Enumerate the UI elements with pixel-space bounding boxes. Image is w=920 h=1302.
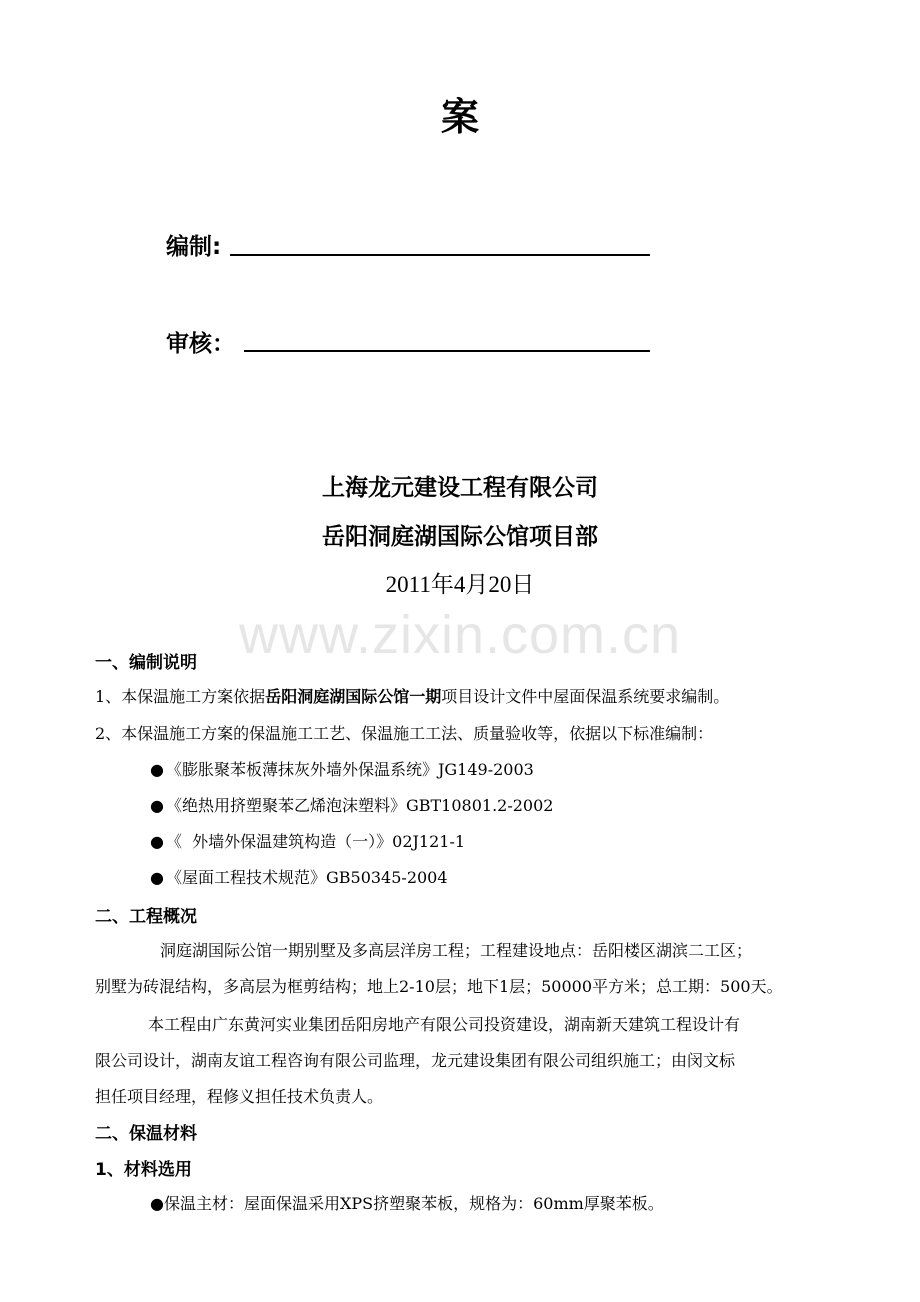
standard-text: 《膨胀聚苯板薄抹灰外墙外保温系统》JG149-2003 <box>165 760 534 779</box>
bullet-icon: ● <box>150 796 164 815</box>
compile-note-item-2: 2、本保温施工方案的保温施工工艺、保温施工工法、质量验收等，依据以下标准编制： <box>95 724 714 743</box>
item1-suffix: 项目设计文件中屋面保温系统要求编制。 <box>441 687 730 706</box>
material-selection-line: ●保温主材：屋面保温采用XPS挤塑聚苯板，规格为：60mm厚聚苯板。 <box>150 1194 664 1213</box>
compile-note-item-1 <box>95 684 729 707</box>
section-heading-project-overview: 二、工程概况 <box>95 907 197 927</box>
standard-text: 《 外墙外保温建筑构造（一）》02J121-1 <box>165 832 466 851</box>
watermark: www.zixin.com.cn <box>238 605 682 665</box>
standard-item <box>150 793 553 816</box>
standard-text: 《绝热用挤塑聚苯乙烯泡沫塑料》GBT10801.2-2002 <box>165 796 554 815</box>
document-date: 2011年4月20日 <box>385 572 535 597</box>
overview-paragraph-2-line-3: 担任项目经理，程修义担任技术负责人。 <box>95 1087 384 1106</box>
review-signature-line <box>244 350 650 352</box>
project-department: 岳阳洞庭湖国际公馆项目部 <box>322 524 598 550</box>
bullet-icon: ● <box>150 868 164 887</box>
section-heading-compile-notes: 一、编制说明 <box>95 653 197 673</box>
project-name-bold: 岳阳洞庭湖国际公馆一期 <box>265 687 442 706</box>
subheading-material-selection: 1、材料选用 <box>95 1160 192 1180</box>
section-heading-insulation-materials: 二、保温材料 <box>95 1124 197 1144</box>
company-name: 上海龙元建设工程有限公司 <box>322 475 598 501</box>
bullet-icon: ● <box>150 832 164 851</box>
standard-item <box>150 865 448 888</box>
bullet-icon: ● <box>150 760 164 779</box>
compile-signature-line <box>230 254 650 256</box>
standard-item <box>150 829 465 852</box>
overview-paragraph-2-line-1: 本工程由广东黄河实业集团岳阳房地产有限公司投资建设，湖南新天建筑工程设计有 <box>148 1015 741 1034</box>
standard-item <box>150 757 534 780</box>
standard-text: 《屋面工程技术规范》GB50345-2004 <box>165 868 448 887</box>
item1-prefix: 1、本保温施工方案依据 <box>95 687 266 706</box>
overview-paragraph-1-line-2: 别墅为砖混结构，多高层为框剪结构；地上2-10层；地下1层；50000平方米；总工期：500天。 <box>95 977 783 996</box>
compile-label: 编制: <box>166 234 222 260</box>
document-title: 案 <box>440 95 479 139</box>
review-label: 审核： <box>166 331 235 357</box>
overview-paragraph-2-line-2: 限公司设计，湖南友谊工程咨询有限公司监理，龙元建设集团有限公司组织施工；由闵文标 <box>95 1051 736 1070</box>
overview-paragraph-1-line-1: 洞庭湖国际公馆一期别墅及多高层洋房工程；工程建设地点：岳阳楼区湖滨二工区； <box>160 941 753 960</box>
